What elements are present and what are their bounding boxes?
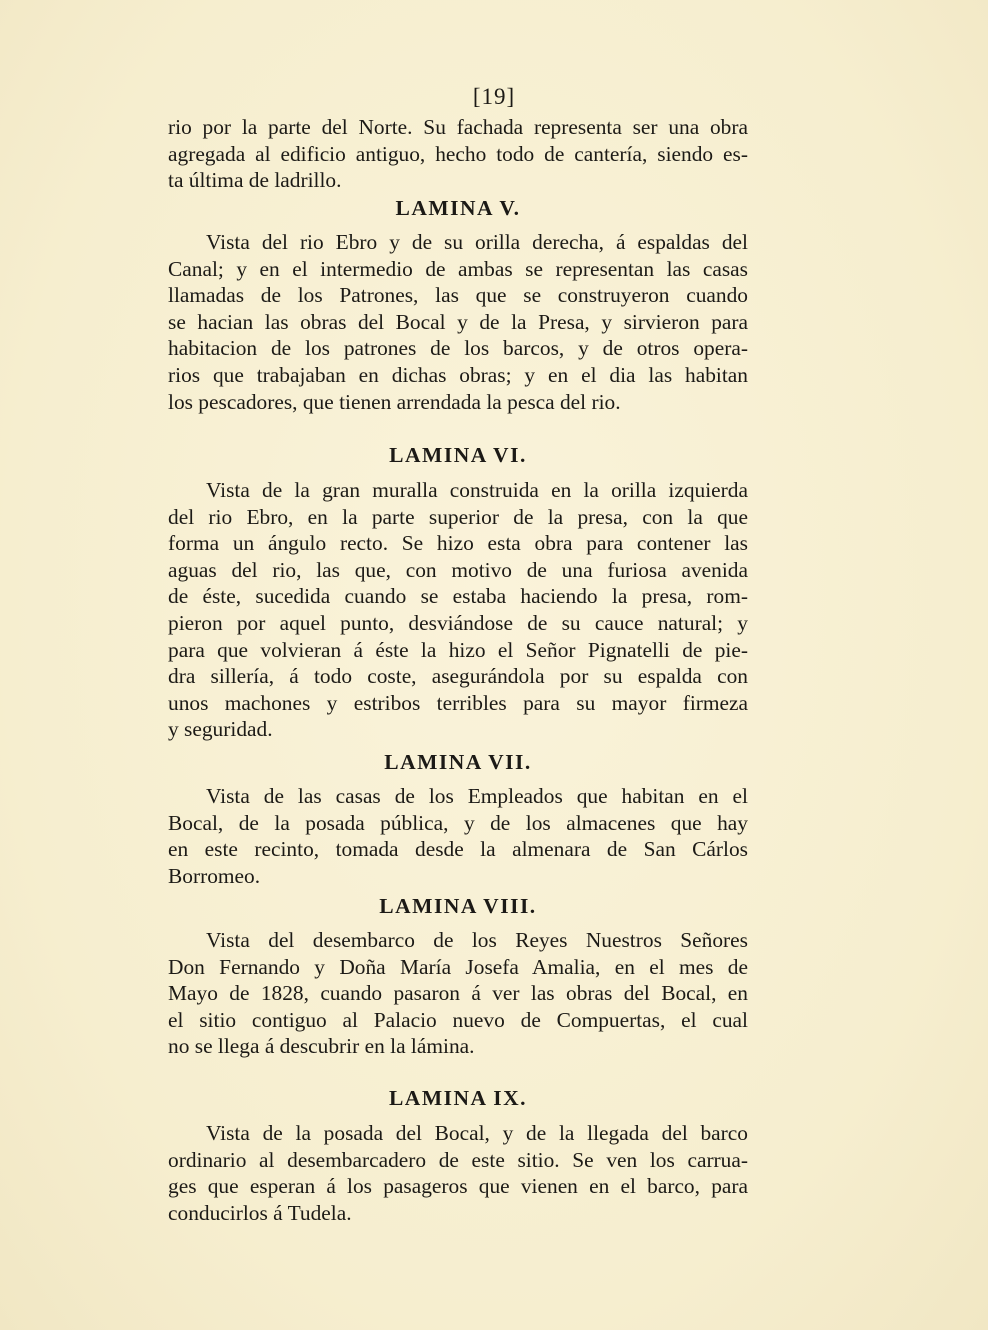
text-line: en este recinto, tomada desde la almenara de San Cárlos	[168, 837, 748, 862]
text-line: Canal; y en el intermedio de ambas se representan las casas	[168, 256, 748, 281]
text-line: Bocal, de la posada pública, y de los almacenes que hay	[168, 810, 748, 835]
section-heading-lamina-viii: LAMINA VIII.	[379, 894, 537, 918]
section-paragraph-lamina-vi	[168, 477, 748, 743]
text-line: se hacian las obras del Bocal y de la Presa, y sirvieron para	[168, 309, 748, 334]
text-line: del rio Ebro, en la parte superior de la presa, con la que	[168, 504, 748, 529]
intro-paragraph	[168, 114, 748, 194]
text-line: unos machones y estribos terribles para su mayor firmeza	[168, 690, 748, 715]
text-line: y seguridad.	[168, 717, 273, 742]
page-number: [19]	[472, 84, 516, 109]
text-line: Borromeo.	[168, 863, 261, 888]
section-heading-lamina-vi: LAMINA VI.	[389, 443, 527, 467]
section-paragraph-lamina-v	[168, 229, 748, 415]
section-paragraph-lamina-viii	[168, 927, 748, 1060]
text-line: Vista de la posada del Bocal, y de la llegada del barco	[206, 1121, 748, 1145]
text-line: Vista de la gran muralla construida en la orilla izquierda	[206, 478, 748, 502]
text-line: el sitio contiguo al Palacio nuevo de Compuertas, el cual	[168, 1007, 748, 1032]
text-line: conducirlos á Tudela.	[168, 1200, 352, 1225]
text-line: ordinario al desembarcadero de este sitio. Se ven los carrua-	[168, 1147, 748, 1172]
section-heading-lamina-ix: LAMINA IX.	[388, 1086, 528, 1110]
text-line: Vista de las casas de los Empleados que habitan en el	[206, 784, 748, 808]
text-line: ta última de ladrillo.	[168, 168, 342, 193]
text-line: Don Fernando y Doña María Josefa Amalia, en el mes de	[168, 954, 748, 979]
text-line: habitacion de los patrones de los barcos, y de otros opera-	[168, 336, 748, 361]
text-line: llamadas de los Patrones, las que se construyeron cuando	[168, 283, 748, 308]
text-line: para que volvieran á éste la hizo el Señor Pignatelli de pie-	[168, 637, 748, 662]
text-line: Vista del rio Ebro y de su orilla derecha, á espaldas del	[206, 230, 748, 254]
text-line: pieron por aquel punto, desviándose de su cauce natural; y	[168, 610, 748, 635]
text-line: Vista del desembarco de los Reyes Nuestros Señores	[206, 928, 748, 952]
section-paragraph-lamina-ix	[168, 1120, 748, 1226]
text-line: aguas del rio, las que, con motivo de una furiosa avenida	[168, 557, 748, 582]
text-line: dra sillería, á todo coste, asegurándola por su espalda con	[168, 664, 748, 689]
text-line: forma un ángulo recto. Se hizo esta obra para contener las	[168, 531, 748, 556]
text-line: rio por la parte del Norte. Su fachada representa ser una obra	[168, 115, 748, 139]
section-heading-lamina-v: LAMINA V.	[395, 196, 521, 220]
text-line: no se llega á descubrir en la lámina.	[168, 1034, 475, 1059]
section-heading-lamina-vii: LAMINA VII.	[384, 750, 532, 774]
text-line: de éste, sucedida cuando se estaba haciendo la presa, rom-	[168, 584, 748, 609]
text-line: los pescadores, que tienen arrendada la pesca del rio.	[168, 389, 621, 414]
text-line: Mayo de 1828, cuando pasaron á ver las obras del Bocal, en	[168, 981, 748, 1006]
text-line: agregada al edificio antiguo, hecho todo de cantería, siendo es-	[168, 141, 748, 166]
text-line: rios que trabajaban en dichas obras; y en el dia las habitan	[168, 362, 748, 387]
text-line: ges que esperan á los pasageros que vienen en el barco, para	[168, 1174, 748, 1199]
section-paragraph-lamina-vii	[168, 783, 748, 889]
